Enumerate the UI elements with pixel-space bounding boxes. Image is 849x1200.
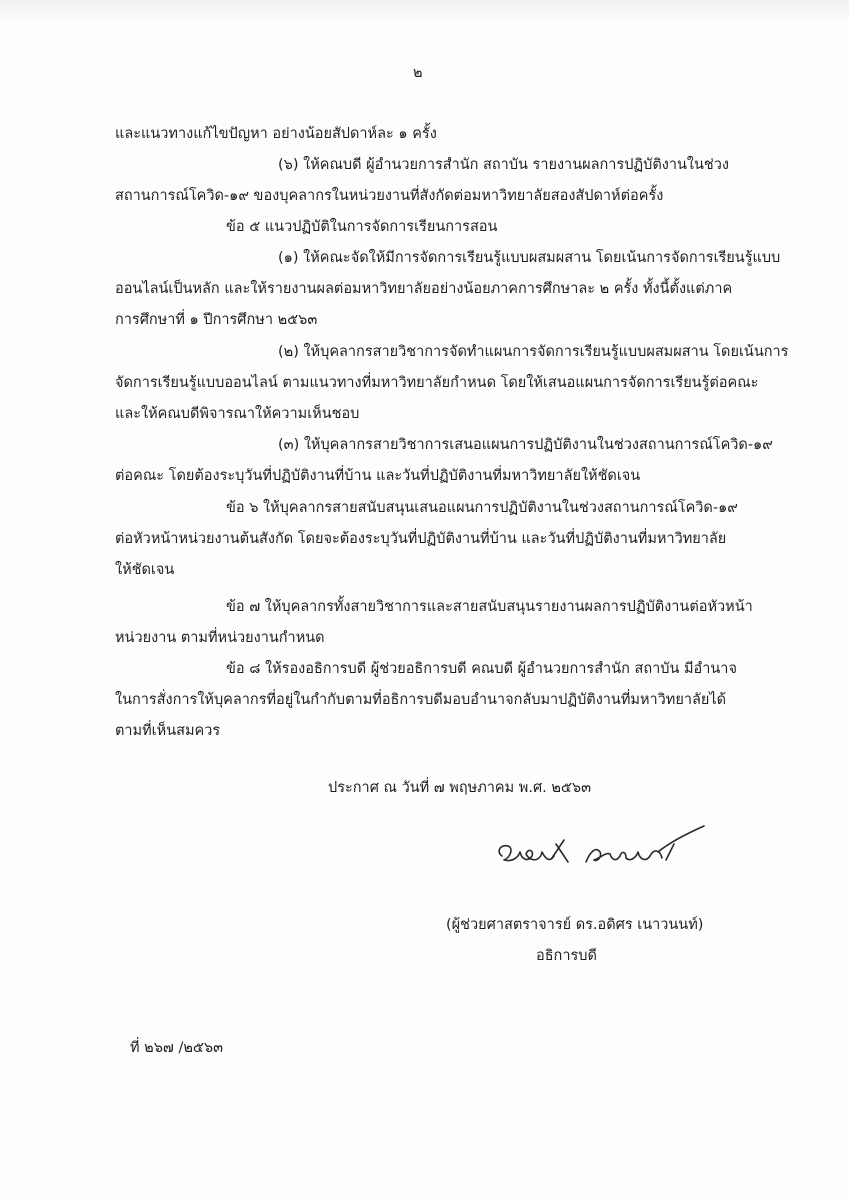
document-number: ที่ ๒๖๗ /๒๕๖๓ [130,1040,223,1056]
body-line: (๑) ให้คณะจัดให้มีการจัดการเรียนรู้แบบผสมผสาน โดยเน้นการจัดการเรียนรู้แบบ [278,250,781,266]
section-heading: ข้อ ๕ แนวปฏิบัติในการจัดการเรียนการสอน [226,219,498,235]
page-number: ๒ [413,65,423,81]
body-line: (๓) ให้บุคลากรสายวิชาการเสนอแผนการปฏิบัติงานในช่วงสถานการณ์โควิด-๑๙ [278,437,773,453]
body-line: และแนวทางแก้ไขปัญหา อย่างน้อยสัปดาห์ละ ๑ ครั้ง [115,126,437,142]
body-line: ต่อหัวหน้าหน่วยงานต้นสังกัด โดยจะต้องระบุวันที่ปฏิบัติงานที่บ้าน และวันที่ปฏิบัติงานที่มหาวิทยาลัย [115,531,727,547]
body-line: ตามที่เห็นสมควร [115,723,221,739]
handwritten-signature [490,822,710,882]
body-line: จัดการเรียนรู้แบบออนไลน์ ตามแนวทางที่มหาวิทยาลัยกำหนด โดยให้เสนอแผนการจัดการเรียนรู้ต่อคณะ [115,375,759,391]
body-line: สถานการณ์โควิด-๑๙ ของบุคลากรในหน่วยงานที่สังกัดต่อมหาวิทยาลัยสองสัปดาห์ต่อครั้ง [115,188,664,204]
section-heading: ข้อ ๖ ให้บุคลากรสายสนับสนุนเสนอแผนการปฏิบัติงานในช่วงสถานการณ์โควิด-๑๙ [226,500,738,516]
body-line: ให้ชัดเจน [115,562,175,578]
body-line: (๖) ให้คณบดี ผู้อำนวยการสำนัก สถาบัน รายงานผลการปฏิบัติงานในช่วง [278,157,729,173]
body-line: (๒) ให้บุคลากรสายวิชาการจัดทำแผนการจัดการเรียนรู้แบบผสมผสาน โดยเน้นการ [278,344,789,360]
section-heading: ข้อ ๗ ให้บุคลากรทั้งสายวิชาการและสายสนับสนุนรายงานผลการปฏิบัติงานต่อหัวหน้า [226,599,753,615]
signer-name: (ผู้ช่วยศาสตราจารย์ ดร.อดิศร เนาวนนท์) [446,917,704,933]
body-line: หน่วยงาน ตามที่หน่วยงานกำหนด [115,630,325,646]
section-heading: ข้อ ๘ ให้รองอธิการบดี ผู้ช่วยอธิการบดี คณบดี ผู้อำนวยการสำนัก สถาบัน มีอำนาจ [226,661,737,677]
body-line: ต่อคณะ โดยต้องระบุวันที่ปฏิบัติงานที่บ้าน และวันที่ปฏิบัติงานที่มหาวิทยาลัยให้ชัดเจน [115,468,641,484]
body-line: และให้คณบดีพิจารณาให้ความเห็นชอบ [115,406,360,422]
scan-edge-shading [0,0,849,24]
body-line: ในการสั่งการให้บุคลากรที่อยู่ในกำกับตามที่อธิการบดีมอบอำนาจกลับมาปฏิบัติงานที่มหาวิทยาลัยได้ [115,692,727,708]
announcement-date: ประกาศ ณ วันที่ ๗ พฤษภาคม พ.ศ. ๒๕๖๓ [328,780,592,796]
body-line: ออนไลน์เป็นหลัก และให้รายงานผลต่อมหาวิทยาลัยอย่างน้อยภาคการศึกษาละ ๒ ครั้ง ทั้งนี้ตั้งแต่ภาค [115,281,733,297]
body-line: การศึกษาที่ ๑ ปีการศึกษา ๒๕๖๓ [115,312,318,328]
signer-position: อธิการบดี [536,948,597,964]
